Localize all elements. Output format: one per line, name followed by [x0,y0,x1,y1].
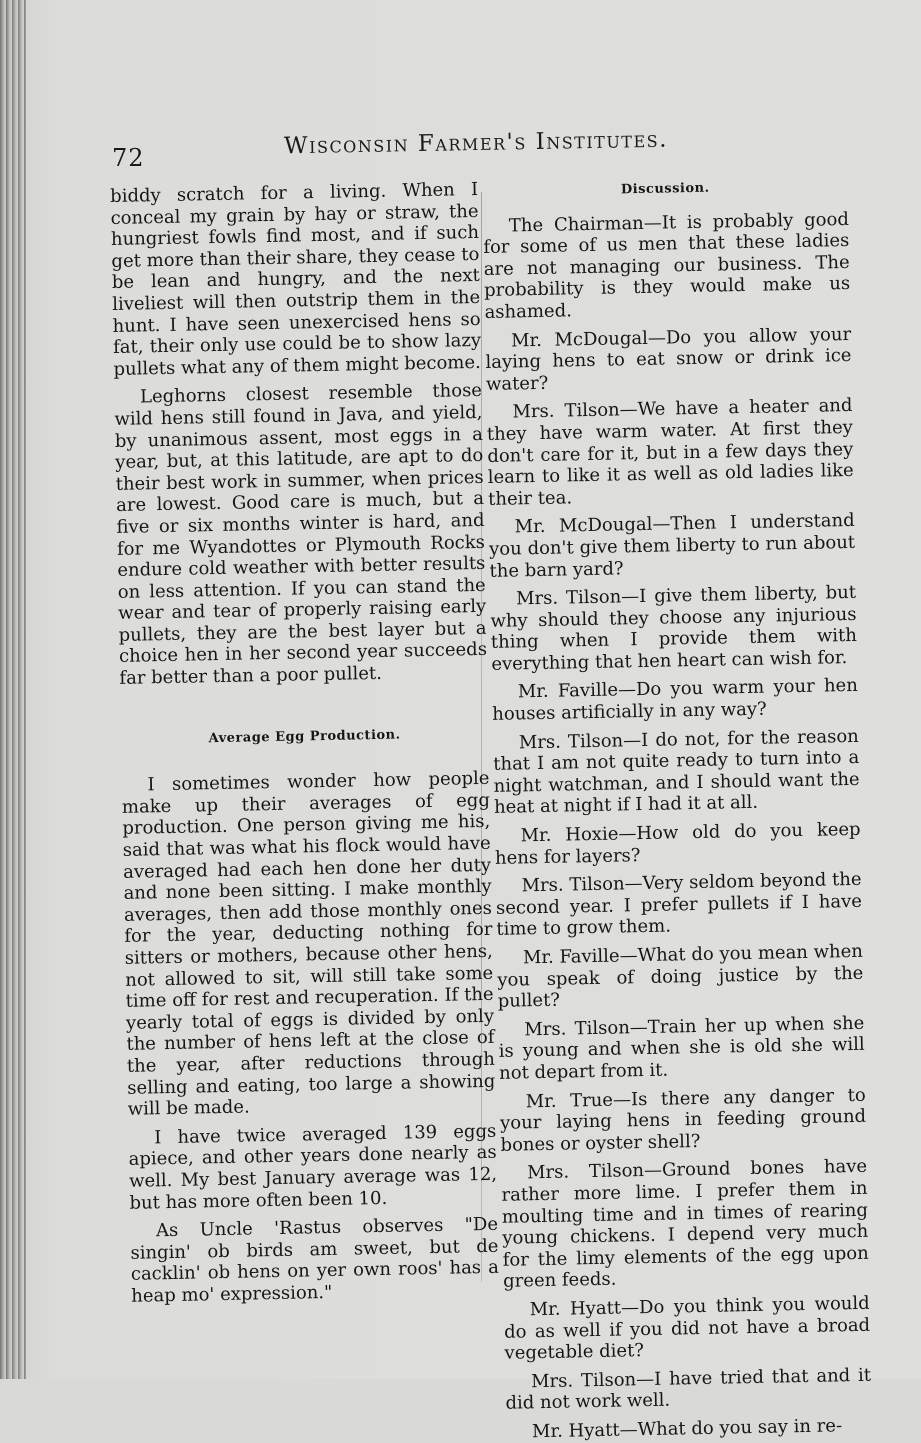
book-binding-edge [0,0,26,1379]
dialogue-paragraph: Mr. Hyatt—Do you think you would do as well if you did not have a broad vegetable diet? [503,1292,871,1364]
dialogue-paragraph: Mrs. Tilson—Very seldom beyond the second year. I prefer pullets if I have time to grow them. [495,869,863,941]
dialogue-paragraph: Mrs. Tilson—We have a heater and they have warm water. At first they don't care for it, but in a few days they learn to like it as well as old ladies like their tea. [486,395,854,510]
dialogue-paragraph: Mr. McDougal—Then I understand you don't give them liberty to run about the barn yard? [488,510,856,582]
dialogue-paragraph: Mr. Faville—Do you warm your hen houses artificially in any way? [492,675,859,725]
section-heading: Average Egg Production. [208,727,401,746]
paragraph: As Uncle 'Rastus observes "De singin' ob birds am sweet, but de cacklin' ob hens on yer own roos' has a heap mo' expression." [130,1213,500,1307]
dialogue-paragraph: Mr. Faville—What do you mean when you speak of doing justice by the pullet? [497,940,864,1013]
dialogue-paragraph: Mr. McDougal—Do you allow your laying hens to eat snow or drink ice water? [485,323,852,395]
dialogue-paragraph: Mr. Hoxie—How old do you keep hens for layers? [494,818,861,869]
dialogue-paragraph: Mrs. Tilson—I do not, for the reason that I am not quite ready to turn into a night watchman, and I should want the heat at night if I had it at all. [493,725,860,819]
dialogue-paragraph: Mrs. Tilson—I give them liberty, but why should they choose any injurious thing when I provide them with everything that hen heart can wish for. [490,581,858,675]
running-title: Wisconsin Farmer's Institutes. [283,126,669,160]
paragraph: biddy scratch for a living. When I conceal my grain by hay or straw, the hungriest fowls find most, and if such get more than their share, they cease to be lean and hungry, and the next liveliest will then outstrip them in the hunt. I have seen unexercised hens so fat, their only use could be to show lazy pullets what any of them might become. [110,178,482,380]
right-column [482,171,872,1443]
page-number: 72 [112,144,145,172]
section-heading: Discussion. [620,180,710,198]
dialogue-paragraph: Mrs. Tilson—Train her up when she is young and when she is old she will not depart from it. [498,1012,865,1084]
dialogue-paragraph: Mr. True—Is there any danger to your laying hens in feeding ground bones or oyster shell? [499,1084,867,1156]
paragraph: I sometimes wonder how people make up their averages of egg production. One person giving me his, said that was what his flock would have averaged had each hen done her duty and none been sitting. I make monthly averages, then add those monthly ones for the year, deducting nothing for sitters or mothers, because other hens, not allowed to sit, will still take some time off for rest and recuperation. If the yearly total of eggs is divided by only the number of hens left at the close of the year, after reductions through selling and eating, too large a showing will be made. [121,768,496,1120]
paragraph: Leghorns closest resemble those wild hens still found in Java, and yield, by unanimous assent, most eggs in a year, but, at this latitude, are apt to do their best work in summer, when prices are lowest. Good care is much, but a five or six months winter is hard, and for me Wyandottes or Plymouth Rocks endure cold weather with better results on less attention. If you can stand the wear and tear of properly raising early pullets, they are the best layer but a choice hen in her second year succeeds far better than a poor pullet. [114,380,488,689]
dialogue-paragraph: The Chairman—It is probably good for some of us men that these ladies are not managing our business. The probability is they would make us ashamed. [483,208,851,323]
dialogue-paragraph: Mrs. Tilson—Ground bones have rather more lime. I prefer them in moulting time and in times of rearing young chickens. I depend very much for the limy elements of the egg upon green feeds. [501,1156,869,1293]
page-header [112,126,852,172]
dialogue-paragraph: Mr. Hyatt—What do you say in re- [531,1415,843,1443]
dialogue-paragraph: Mrs. Tilson—I have tried that and it did not work well. [505,1364,872,1415]
paragraph: I have twice averaged 139 eggs apiece, and other years done nearly as well. My best January average was 12, but has more often been 10. [128,1120,498,1214]
left-column [110,179,499,1307]
